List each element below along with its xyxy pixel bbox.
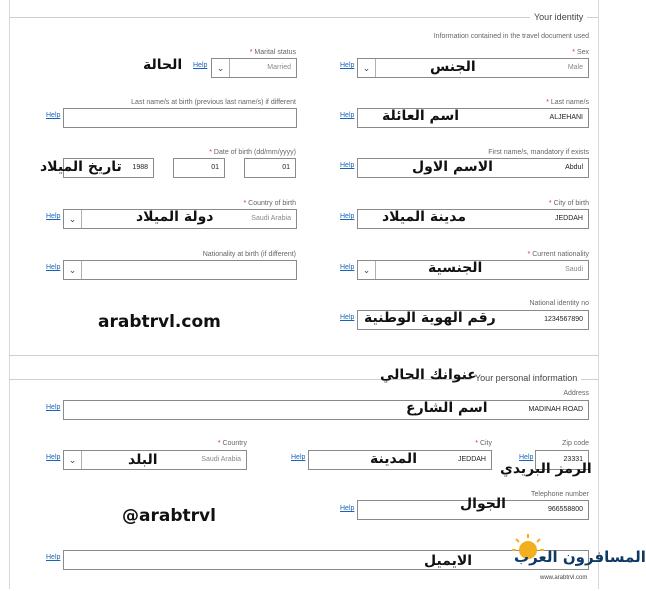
dob-day-input[interactable]: 01 [173, 158, 225, 178]
marital-arabic-annotation: الحالة [143, 57, 183, 73]
country-label: * Country [217, 440, 247, 447]
personal-title-arabic-annotation: عنوانك الحالي [380, 367, 477, 383]
phone-help-link[interactable]: Help [340, 505, 355, 512]
zip-label: Zip code [562, 440, 589, 447]
national-id-help-link[interactable]: Help [340, 314, 355, 321]
city-birth-help-link[interactable]: Help [340, 213, 355, 220]
city-birth-input[interactable]: JEDDAH [357, 209, 589, 229]
city-birth-arabic-annotation: مدينة الميلاد [382, 209, 467, 225]
country-help-link[interactable]: Help [46, 454, 61, 461]
country-birth-value: Saudi Arabia [251, 215, 291, 222]
city-input[interactable]: JEDDAH [308, 450, 492, 470]
lastname-help-link[interactable]: Help [340, 112, 355, 119]
chevron-down-icon: ⌄ [64, 210, 82, 228]
firstname-arabic-annotation: الاسم الاول [412, 159, 493, 175]
nationality-arabic-annotation: الجنسية [428, 260, 483, 276]
lastname-input[interactable]: ALJEHANI [357, 108, 589, 128]
firstname-input[interactable]: Abdul [357, 158, 589, 178]
personal-section-title: Your personal information [471, 373, 581, 383]
lastname-arabic-annotation: اسم العائلة [382, 108, 460, 124]
email-arabic-annotation: الايميل [424, 553, 473, 569]
sex-label: * Sex [572, 49, 589, 56]
country-birth-help-link[interactable]: Help [46, 213, 61, 220]
sex-help-link[interactable]: Help [340, 62, 355, 69]
phone-label: Telephone number [531, 491, 589, 498]
zip-arabic-annotation: الرمز البريدي [500, 461, 592, 477]
nationality-birth-help-link[interactable]: Help [46, 264, 61, 271]
phone-input[interactable]: 966558800 [357, 500, 589, 520]
identity-note: Information contained in the travel document used [433, 33, 589, 40]
marital-help-link[interactable]: Help [193, 62, 208, 69]
country-arabic-annotation: البلد [128, 452, 158, 468]
nationality-help-link[interactable]: Help [340, 264, 355, 271]
address-help-link[interactable]: Help [46, 404, 61, 411]
logo-url: www.arabtrvl.com [540, 575, 588, 581]
city-arabic-annotation: المدينة [370, 451, 417, 467]
chevron-down-icon: ⌄ [212, 59, 230, 77]
zip-help-link[interactable]: Help [519, 454, 534, 461]
lastname-label: * Last name/s [546, 99, 589, 106]
city-birth-label: * City of birth [548, 200, 589, 207]
national-id-input[interactable]: 1234567890 [357, 310, 589, 330]
firstname-help-link[interactable]: Help [340, 162, 355, 169]
country-birth-arabic-annotation: دولة الميلاد [136, 209, 214, 225]
national-id-label: National identity no [529, 300, 589, 307]
city-label: * City [475, 440, 492, 447]
email-help-link[interactable]: Help [46, 554, 61, 561]
sex-value: Male [567, 64, 583, 71]
dob-arabic-annotation: تاريخ الميلاد [40, 159, 122, 175]
firstname-label: First name/s, mandatory if exists [488, 149, 589, 156]
country-value: Saudi Arabia [201, 456, 241, 463]
nationality-birth-select[interactable] [63, 260, 297, 280]
dob-label: * Date of birth (dd/mm/yyyy) [209, 149, 296, 156]
zip-input[interactable]: 23331 [535, 450, 589, 470]
sex-arabic-annotation: الجنس [430, 59, 476, 75]
marital-value: Married [267, 64, 291, 71]
phone-arabic-annotation: الجوال [460, 496, 506, 512]
national-id-arabic-annotation: رقم الهوية الوطنية [364, 310, 496, 326]
nationality-value: Saudi [565, 266, 583, 273]
lastname-birth-label: Last name/s at birth (previous last name/s) if different [131, 99, 296, 106]
dob-month-input[interactable]: 01 [244, 158, 296, 178]
nationality-birth-label: Nationality at birth (if different) [202, 251, 296, 258]
logo-text: المسافرون العرب [514, 548, 646, 566]
marital-select[interactable] [211, 58, 297, 78]
chevron-down-icon: ⌄ [64, 261, 82, 279]
section-divider [9, 355, 598, 356]
dob-year-input[interactable]: 1988 [63, 158, 154, 178]
chevron-down-icon: ⌄ [358, 261, 376, 279]
nationality-label: * Current nationality [527, 251, 589, 258]
identity-section-title: Your identity [530, 12, 587, 22]
lastname-birth-input[interactable] [63, 108, 297, 128]
marital-label: * Marital status [249, 49, 296, 56]
chevron-down-icon: ⌄ [358, 59, 376, 77]
lastname-birth-help-link[interactable]: Help [46, 112, 61, 119]
site-watermark: arabtrvl.com [98, 312, 221, 332]
section-divider [9, 17, 598, 18]
country-birth-label: * Country of birth [243, 200, 296, 207]
address-input[interactable]: MADINAH ROAD [63, 400, 589, 420]
city-help-link[interactable]: Help [291, 454, 306, 461]
address-label: Address [563, 390, 589, 397]
arabtrvl-logo [500, 526, 646, 586]
address-arabic-annotation: اسم الشارع [406, 400, 488, 416]
chevron-down-icon: ⌄ [64, 451, 82, 469]
handle-watermark: @arabtrvl [122, 506, 216, 526]
